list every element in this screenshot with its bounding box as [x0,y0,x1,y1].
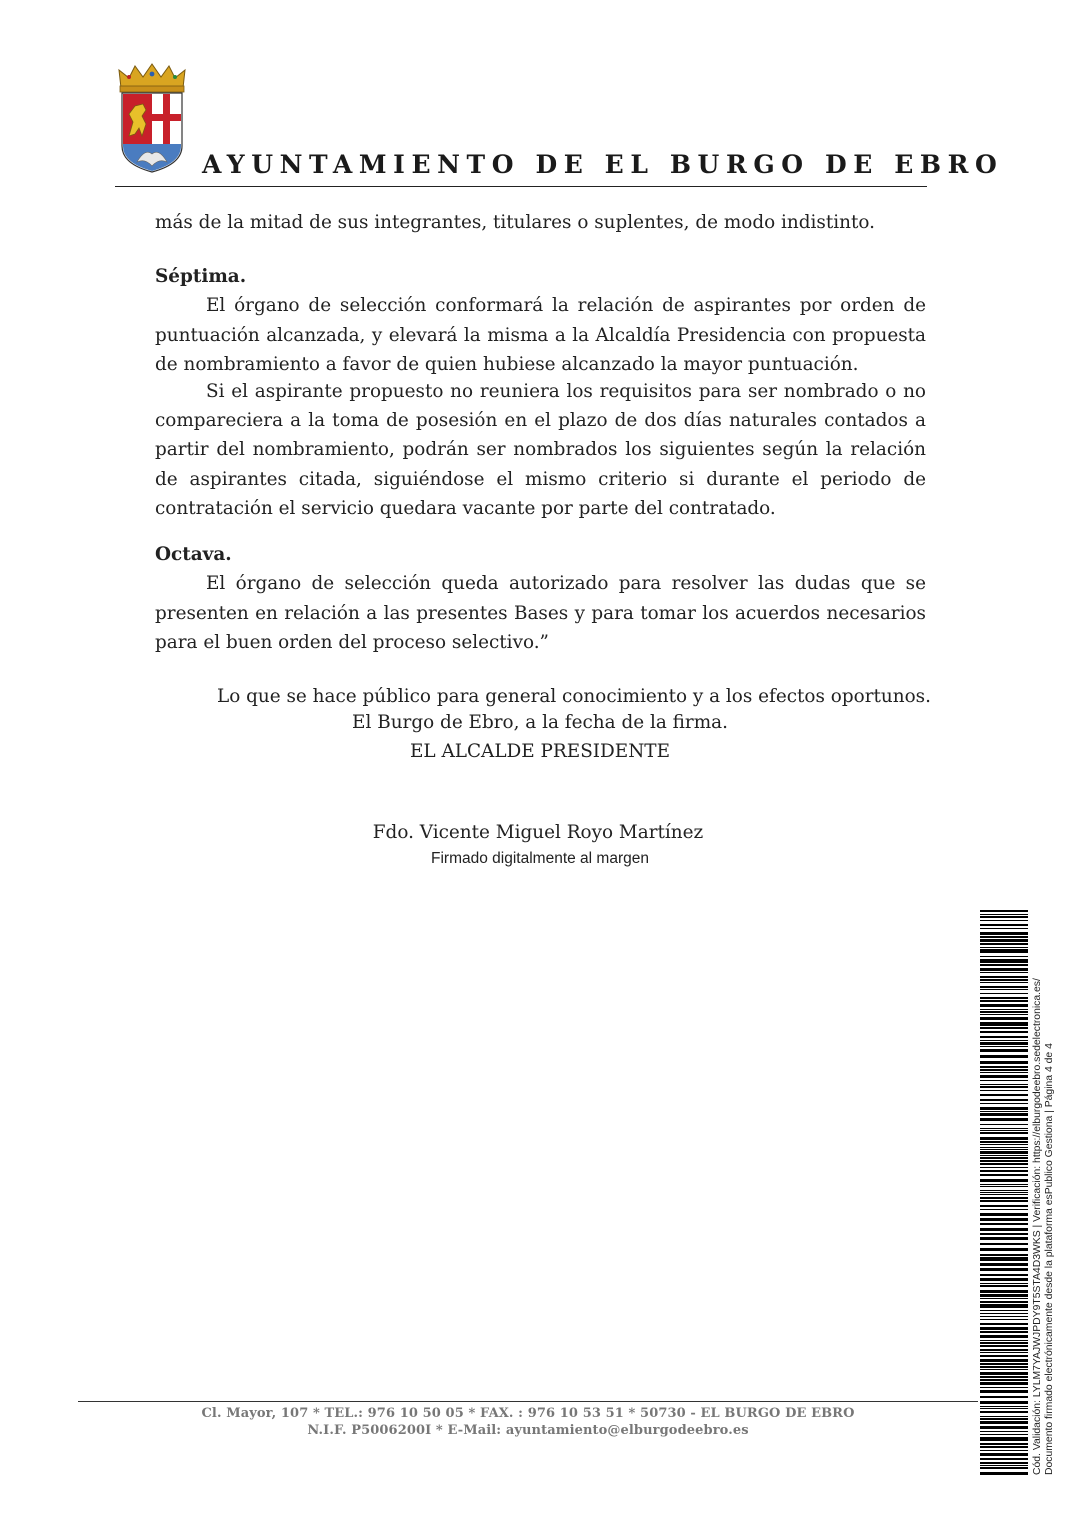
footer-address: Cl. Mayor, 107 * TEL.: 976 10 50 05 * FAX. : 976 10 53 51 * 50730 - EL BURGO DE EBRO [201,1406,855,1421]
validation-sidebar [1032,915,1055,1475]
barcode-icon [980,910,1028,1475]
continuation-paragraph: más de la mitad de sus integrantes, titulares o suplentes, de modo indistinto. [155,212,875,233]
paragraph: El órgano de selección conformará la relación de aspirantes por orden de puntuación alcanzada, y elevará la misma a la Alcaldía Presidencia con propuesta de nombramiento a favor de quien hubiese alcanzado la mayor puntuación. [155,295,926,376]
footer-nif: N.I.F. P5006200I * E-Mail: ayuntamiento@elburgodeebro.es [307,1423,749,1438]
validation-code: Cód. Validación: LYLM7YAJWJPDY9T5STA4D3WKS | Verificación: https://elburgodeebro.sedelectronica.es/ [1032,978,1043,1475]
paragraph: Si el aspirante propuesto no reuniera los requisitos para ser nombrado o no compareciera a la toma de posesión en el plazo de dos días naturales contados a partir del nombramiento, podrán ser nombrados los siguientes según la relación de aspirantes citada, siguiéndose el mismo criterio si durante el periodo de contratación el servicio quedara vacante por parte del contratado. [155,380,926,520]
closing-notice: Lo que se hace público para general conocimiento y a los efectos oportunos. [217,686,931,707]
platform-note: Documento firmado electrónicamente desde la plataforma esPublico Gestiona | Página 4 de 4 [1043,1043,1055,1475]
coat-of-arms-icon [115,62,189,178]
section-septima [155,262,926,524]
organization-name: AYUNTAMIENTO DE EL BURGO DE EBRO [202,150,1004,179]
paragraph: El órgano de selección queda autorizado para resolver las dudas que se presenten en relación a las presentes Bases y para tomar los acuerdos necesarios para el buen orden del proceso selectivo.” [155,573,926,654]
section-heading: Octava. [155,544,232,565]
signer-title: EL ALCALDE PRESIDENTE [409,741,671,762]
letterhead [115,62,1004,187]
section-heading: Séptima. [155,266,247,287]
place-date: El Burgo de Ebro, a la fecha de la firma. [352,712,728,733]
signer-name: Fdo. Vicente Miguel Royo Martínez [372,822,704,843]
section-octava [155,540,926,658]
footer-divider [78,1401,978,1402]
document-body [155,208,926,237]
digital-signature-note: Firmado digitalmente al margen [431,850,649,867]
